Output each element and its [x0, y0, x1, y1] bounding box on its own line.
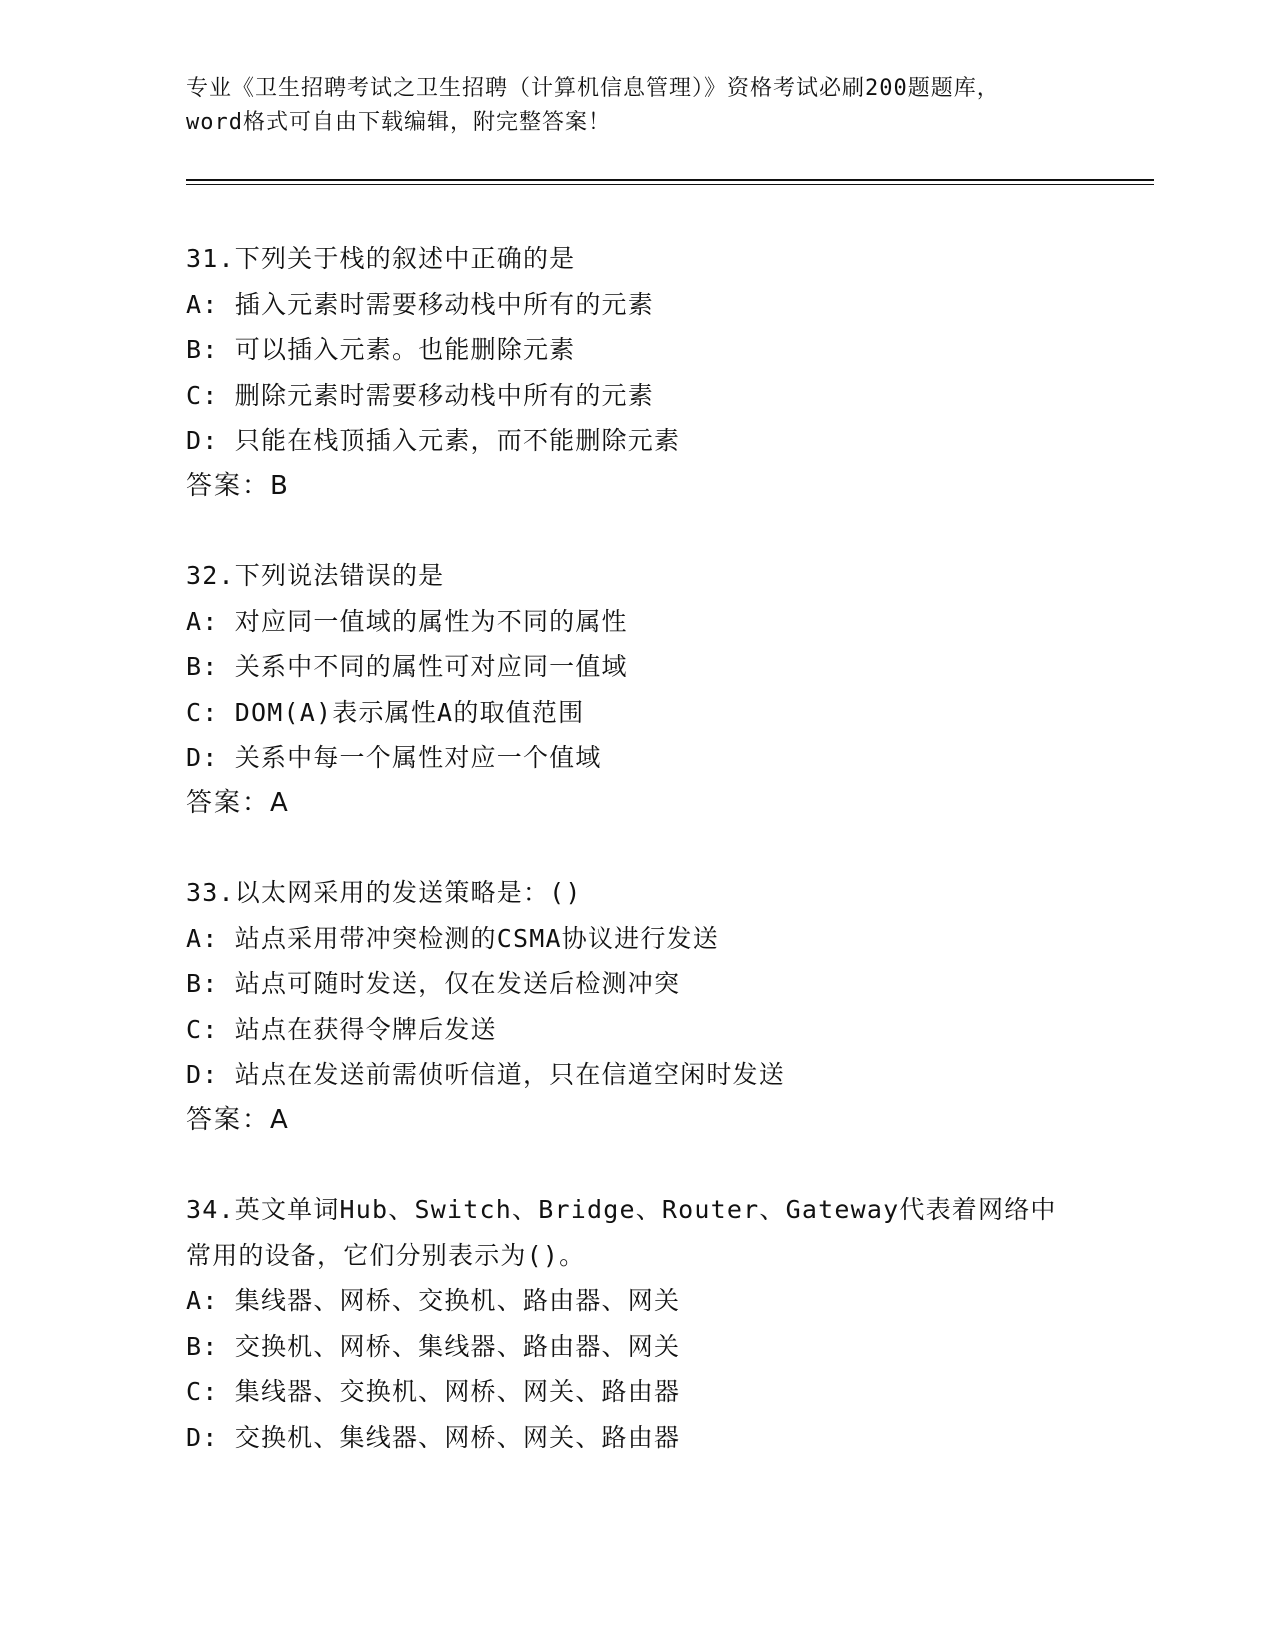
option-b: B: 可以插入元素。也能删除元素	[186, 335, 576, 364]
question-stem-line-2: 常用的设备，它们分别表示为()。	[186, 1240, 586, 1270]
question-stem: 32.下列说法错误的是	[186, 561, 445, 590]
header-divider-thick	[186, 179, 1154, 181]
option-a: A: 插入元素时需要移动栈中所有的元素	[186, 289, 654, 319]
question-31	[186, 236, 1146, 509]
option-d: D: 只能在栈顶插入元素，而不能删除元素	[186, 426, 681, 455]
option-a: A: 站点采用带冲突检测的CSMA协议进行发送	[186, 923, 719, 953]
option-b: B: 关系中不同的属性可对应同一值域	[186, 652, 628, 681]
option-c: C: 删除元素时需要移动栈中所有的元素	[186, 380, 654, 410]
header-line-2: word格式可自由下载编辑，附完整答案！	[186, 110, 611, 135]
question-32	[186, 553, 1146, 826]
question-34	[186, 1187, 1146, 1460]
answer-line: 答案：A	[186, 787, 290, 818]
option-c: C: 集线器、交换机、网桥、网关、路由器	[186, 1377, 681, 1406]
header-line-1: 专业《卫生招聘考试之卫生招聘（计算机信息管理）》资格考试必刷200题题库，	[186, 76, 1000, 101]
option-b: B: 站点可随时发送，仅在发送后检测冲突	[186, 969, 681, 998]
answer-line: 答案：B	[186, 470, 290, 501]
option-b: B: 交换机、网桥、集线器、路由器、网关	[186, 1331, 681, 1361]
option-a: A: 对应同一值域的属性为不同的属性	[186, 606, 628, 636]
answer-line: 答案：A	[186, 1104, 290, 1135]
option-d: D: 关系中每一个属性对应一个值域	[186, 743, 602, 772]
option-a: A: 集线器、网桥、交换机、路由器、网关	[186, 1286, 681, 1315]
question-33	[186, 870, 1146, 1143]
header-divider-thin	[186, 184, 1154, 185]
question-list	[186, 236, 1146, 1504]
document-header	[186, 72, 1086, 140]
option-d: D: 交换机、集线器、网桥、网关、路由器	[186, 1422, 681, 1452]
question-stem: 33.以太网采用的发送策略是：()	[186, 878, 582, 907]
question-stem: 31.下列关于栈的叙述中正确的是	[186, 244, 576, 273]
question-stem-line-1: 34.英文单词Hub、Switch、Bridge、Router、Gateway代表着网络中	[186, 1195, 1057, 1224]
option-d: D: 站点在发送前需侦听信道，只在信道空闲时发送	[186, 1060, 785, 1089]
option-c: C: 站点在获得令牌后发送	[186, 1014, 497, 1044]
option-c: C: DOM(A)表示属性A的取值范围	[186, 697, 585, 727]
